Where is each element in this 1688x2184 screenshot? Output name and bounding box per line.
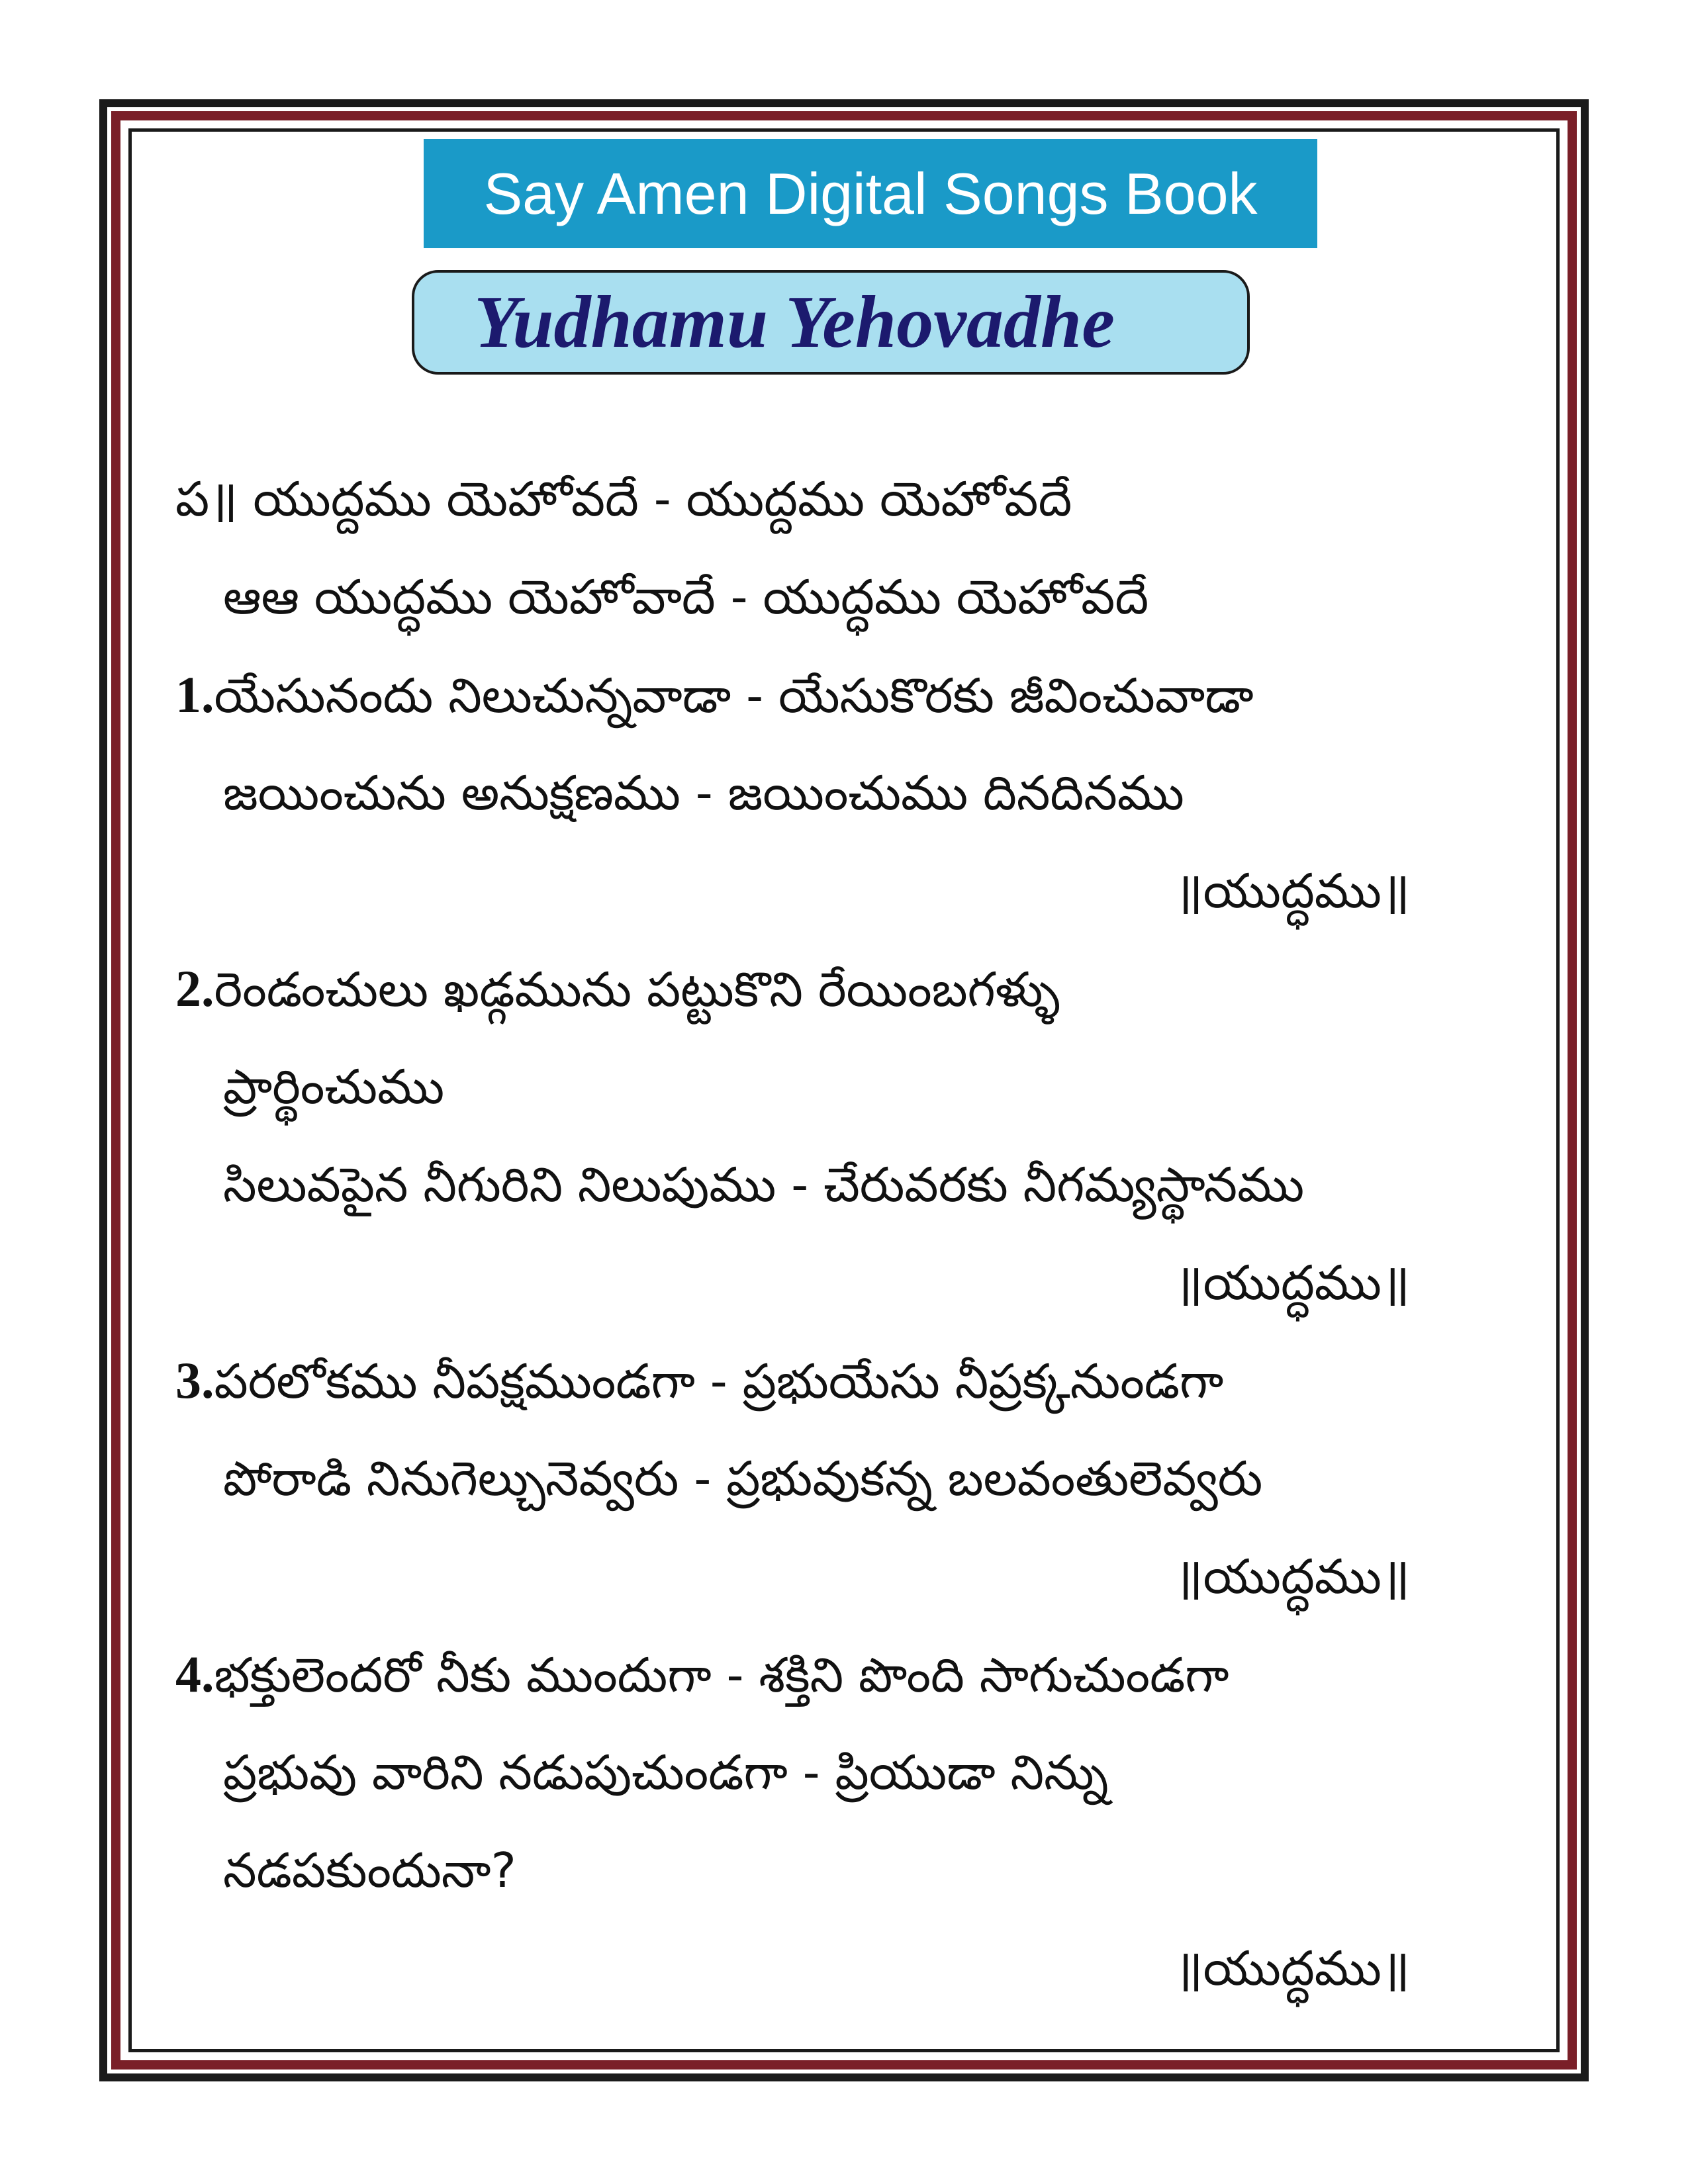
song-title-box (412, 270, 1250, 375)
verse-2-line-2: ప్రార్థించుము (223, 1059, 445, 1115)
chorus-line-1: ప॥ యుద్దము యెహోవదే - యుద్దము యెహోవదే (175, 471, 1072, 527)
verse-3-number: 3. (175, 1351, 214, 1409)
verse-4-refrain: ॥యుద్ధము॥ (1174, 1940, 1410, 1996)
verse-2-line-3: సిలువపైన నీగురిని నిలుపుము - చేరువరకు నీగమ్యస్థానము (223, 1157, 1305, 1212)
verse-1-refrain: ॥యుద్ధము॥ (1174, 863, 1410, 919)
verse-3-line-1-text: పరలోకము నీపక్షముండగా - ప్రభుయేసు నీప్రక్కనుండగా (214, 1353, 1224, 1409)
chorus-line-2: ఆఆ యుద్ధము యెహోవాదే - యుద్ధము యెహోవదే (223, 569, 1149, 625)
verse-1-number: 1. (175, 666, 214, 723)
verse-2-line-1 (175, 940, 1519, 1038)
verse-1-line-2: జయించును అనుక్షణము - జయించుము దినదినము (223, 765, 1184, 821)
verse-1-line-1-text: యేసునందు నిలుచున్నవాడా - యేసుకొరకు జీవించువాడా (214, 668, 1254, 723)
song-title: Yudhamu Yehovadhe (474, 281, 1115, 363)
verse-2-number: 2. (175, 960, 214, 1017)
book-banner (424, 139, 1317, 248)
verse-4-line-2: ప్రభువు వారిని నడుపుచుండగా - ప్రియుడా నిన్ను (223, 1745, 1109, 1800)
verse-4-number: 4. (175, 1645, 214, 1703)
verse-3-refrain: ॥యుద్ధము॥ (1174, 1549, 1410, 1604)
verse-2-line-1-text: రెండంచులు ఖడ్గమును పట్టుకొని రేయింబగళ్ళు (214, 962, 1060, 1017)
verse-4-line-3: నడపకుందునా? (223, 1843, 516, 1898)
verse-3-line-2: పోరాడి నినుగెల్చునెవ్వరు - ప్రభువుకన్న బలవంతులెవ్వరు (223, 1451, 1263, 1506)
verse-2-refrain: ॥యుద్ధము॥ (1174, 1255, 1410, 1310)
verse-4-line-1 (175, 1625, 1519, 1723)
verse-3-line-1 (175, 1332, 1519, 1430)
lyrics (175, 450, 1519, 2017)
verse-1-line-1 (175, 646, 1519, 744)
book-banner-text: Say Amen Digital Songs Book (483, 160, 1258, 226)
verse-4-line-1-text: భక్తులెందరో నీకు ముందుగా - శక్తిని పొంది సాగుచుండగా (214, 1647, 1229, 1703)
